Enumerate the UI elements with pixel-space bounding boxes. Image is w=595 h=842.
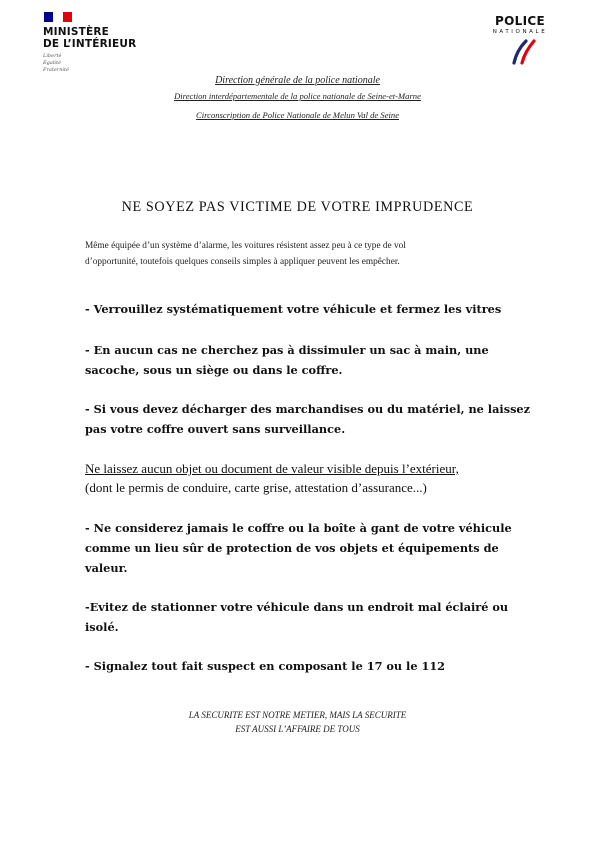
motto-fraternite: Fraternité <box>43 67 69 73</box>
advice-line: valeur. <box>85 561 128 575</box>
advice-item-lock <box>85 299 525 319</box>
intro-line: Même équipée d’un système d’alarme, les voitures résistent assez peu à ce type de vol <box>85 241 406 251</box>
advice-item-trunk <box>85 399 531 439</box>
footer-line: LA SECURITE EST NOTRE METIER, MAIS LA SECURITE <box>188 710 407 720</box>
advice-line: - Signalez tout fait suspect en composant le 17 ou le 112 <box>85 659 446 673</box>
advice-item-report <box>85 656 525 676</box>
advice-line: -Evitez de stationner votre véhicule dans un endroit mal éclairé ou <box>85 600 509 614</box>
motto-liberte: Liberté <box>43 53 62 59</box>
advice-item-glovebox <box>85 518 525 578</box>
intro-paragraph <box>85 238 525 270</box>
header-line-circonscription: Circonscription de Police Nationale de Melun Val de Seine <box>195 110 400 120</box>
advice-line: - Verrouillez systématiquement votre véhicule et fermez les vitres <box>85 302 502 316</box>
advice-detail-line: (dont le permis de conduire, carte grise, attestation d’assurance...) <box>85 480 427 495</box>
motto-egalite: Égalité <box>43 60 61 66</box>
advice-line: pas votre coffre ouvert sans surveillance. <box>85 422 346 436</box>
advice-item-parking <box>85 597 525 637</box>
police-logo-title: POLICE <box>495 14 545 28</box>
advice-underlined-line: Ne laissez aucun objet ou document de valeur visible depuis l’extérieur, <box>85 461 459 476</box>
intro-line: d’opportunité, toutefois quelques conseils simples à appliquer peuvent les empêcher. <box>85 257 400 267</box>
advice-line: - En aucun cas ne cherchez pas à dissimuler un sac à main, une <box>85 343 489 357</box>
page-title: NE SOYEZ PAS VICTIME DE VOTRE IMPRUDENCE <box>121 199 474 215</box>
footer-line: EST AUSSI L’AFFAIRE DE TOUS <box>235 724 360 734</box>
police-logo-subtitle: NATIONALE <box>492 29 548 35</box>
ministry-name-line1: MINISTÈRE <box>43 26 110 38</box>
advice-line: isolé. <box>85 620 119 634</box>
french-flag-icon <box>44 12 72 22</box>
advice-item-visible-objects <box>85 459 525 497</box>
advice-line: - Ne considerez jamais le coffre ou la boîte à gant de votre véhicule <box>85 521 512 535</box>
advice-line: comme un lieu sûr de protection de vos objets et équipements de <box>85 541 499 555</box>
header-line-direction-generale: Direction générale de la police nationale <box>215 75 380 86</box>
advice-line: sacoche, sous un siège ou dans le coffre. <box>85 363 343 377</box>
advice-item-bag <box>85 340 525 380</box>
footer-slogan <box>100 708 495 736</box>
advice-line: - Si vous devez décharger des marchandises ou du matériel, ne laissez <box>85 402 531 416</box>
ministry-name-line2: DE L’INTÉRIEUR <box>43 38 137 50</box>
header-line-direction-interdepartementale: Direction interdépartementale de la police nationale de Seine-et-Marne <box>174 91 421 101</box>
police-logo-mark-icon <box>508 38 538 66</box>
